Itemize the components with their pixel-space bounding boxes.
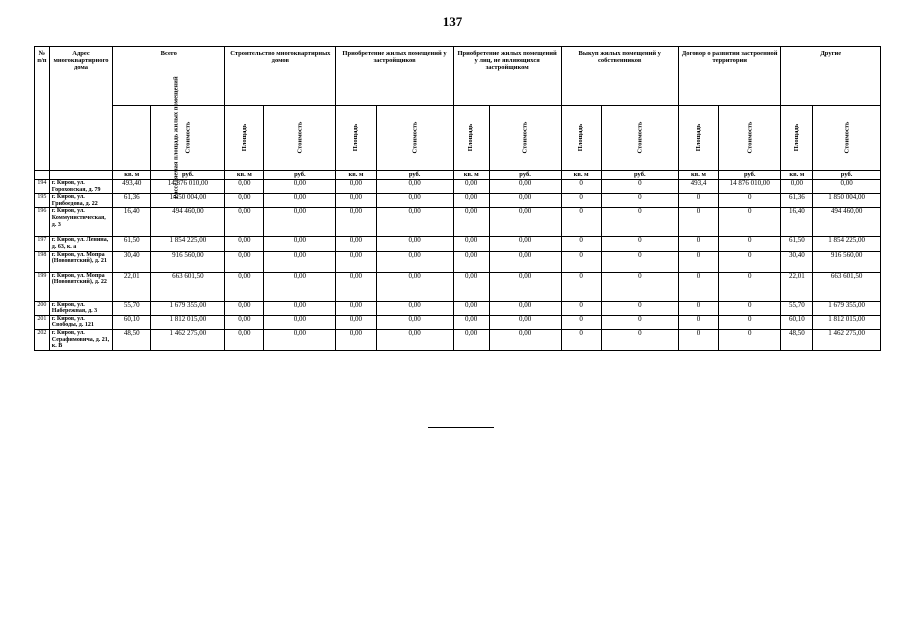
- row-value: 16,40: [781, 208, 813, 237]
- page-number: 137: [442, 14, 463, 29]
- row-value: 0,00: [264, 329, 336, 350]
- subheader-cell: Стоимость: [151, 106, 225, 171]
- header-group-construction: Строительство многоквартирных домов: [225, 47, 336, 106]
- row-value: 0: [678, 315, 718, 329]
- row-value: 663 601,50: [813, 272, 881, 301]
- row-value: 493,40: [113, 180, 151, 194]
- row-value: 0,00: [453, 208, 489, 237]
- row-value: 0,00: [376, 272, 453, 301]
- row-value: 0,00: [225, 272, 264, 301]
- row-value: 0: [678, 208, 718, 237]
- row-value: 0: [601, 208, 678, 237]
- row-value: 0: [719, 329, 781, 350]
- row-value: 1 854 225,00: [151, 237, 225, 251]
- row-value: 0,00: [376, 251, 453, 272]
- row-value: 0,00: [336, 329, 376, 350]
- row-value: 1 462 275,00: [813, 329, 881, 350]
- row-value: 0,00: [376, 208, 453, 237]
- header-group-total: Всего: [113, 47, 225, 106]
- unit-cell: руб.: [813, 171, 881, 180]
- row-value: 1 462 275,00: [151, 329, 225, 350]
- header-num: № п/п: [35, 47, 50, 171]
- row-number: 197: [35, 237, 50, 251]
- unit-cell: кв. м: [678, 171, 718, 180]
- subheader-cell: Стоимость: [376, 106, 453, 171]
- table-row: [35, 237, 881, 251]
- row-value: 0,00: [489, 272, 561, 301]
- row-value: 60,10: [781, 315, 813, 329]
- row-number: 200: [35, 301, 50, 315]
- row-value: 0,00: [489, 180, 561, 194]
- row-value: 0: [561, 301, 601, 315]
- row-value: 0: [719, 194, 781, 208]
- unit-cell: руб.: [601, 171, 678, 180]
- row-value: 0,00: [336, 180, 376, 194]
- row-value: 916 560,00: [151, 251, 225, 272]
- row-value: 0,00: [489, 315, 561, 329]
- row-value: 0,00: [376, 301, 453, 315]
- row-value: 0,00: [336, 208, 376, 237]
- subheader-cell: Площадь: [678, 106, 718, 171]
- unit-cell: кв. м: [225, 171, 264, 180]
- row-value: 0,00: [453, 194, 489, 208]
- row-value: 16,40: [113, 208, 151, 237]
- header-group-purchase-developers: Приобретение жилых помещений у застройщиков: [336, 47, 453, 106]
- row-value: 0,00: [453, 301, 489, 315]
- row-value: 0: [678, 272, 718, 301]
- row-value: 0,00: [264, 180, 336, 194]
- row-value: 0: [719, 251, 781, 272]
- row-number: 199: [35, 272, 50, 301]
- row-value: 0,00: [453, 180, 489, 194]
- row-value: 0: [601, 251, 678, 272]
- row-value: 0,00: [489, 301, 561, 315]
- row-value: 0,00: [336, 301, 376, 315]
- row-value: 0,00: [225, 251, 264, 272]
- row-address: г. Киров, ул. Мопра (Нововятский), д. 21: [49, 251, 112, 272]
- row-number: 195: [35, 194, 50, 208]
- row-value: 55,70: [781, 301, 813, 315]
- row-value: 0: [601, 315, 678, 329]
- subheader-cell: Стоимость: [264, 106, 336, 171]
- row-value: 0: [561, 237, 601, 251]
- table-row: [35, 272, 881, 301]
- row-value: 0,00: [225, 301, 264, 315]
- table-row: [35, 315, 881, 329]
- row-value: 0: [561, 194, 601, 208]
- row-value: 0,00: [489, 329, 561, 350]
- unit-cell: кв. м: [113, 171, 151, 180]
- header-address: Адрес многоквартирного дома: [49, 47, 112, 171]
- resettlement-table: [34, 46, 881, 351]
- row-value: 0: [601, 272, 678, 301]
- row-value: 0,00: [225, 315, 264, 329]
- header-group-development: Договор о развитии застроенной территории: [678, 47, 781, 106]
- row-value: 0,00: [376, 329, 453, 350]
- row-value: 0: [678, 301, 718, 315]
- closing-rule: [428, 427, 494, 428]
- unit-cell: руб.: [264, 171, 336, 180]
- row-value: 0,00: [336, 237, 376, 251]
- row-value: 60,10: [113, 315, 151, 329]
- row-value: 494 460,00: [151, 208, 225, 237]
- table-row: [35, 301, 881, 315]
- row-value: 0,00: [813, 180, 881, 194]
- row-value: 0: [561, 329, 601, 350]
- row-value: 0,00: [225, 237, 264, 251]
- row-value: 0,00: [336, 272, 376, 301]
- table-row: [35, 180, 881, 194]
- row-value: 0,00: [264, 315, 336, 329]
- row-value: 0: [601, 329, 678, 350]
- row-value: 0,00: [453, 251, 489, 272]
- header-group-other: Другие: [781, 47, 881, 106]
- unit-cell: руб.: [151, 171, 225, 180]
- row-value: 0,00: [225, 208, 264, 237]
- row-value: 0,00: [336, 251, 376, 272]
- unit-cell: руб.: [719, 171, 781, 180]
- row-value: 14 876 010,00: [151, 180, 225, 194]
- row-value: 0,00: [453, 237, 489, 251]
- row-value: 0: [678, 329, 718, 350]
- row-value: 0,00: [225, 180, 264, 194]
- row-value: 0,00: [336, 194, 376, 208]
- unit-cell: кв. м: [453, 171, 489, 180]
- row-value: 0: [719, 272, 781, 301]
- row-value: 0,00: [264, 208, 336, 237]
- row-value: 0,00: [489, 251, 561, 272]
- row-address: г. Киров, ул. Свободы, д. 121: [49, 315, 112, 329]
- row-value: 0: [719, 301, 781, 315]
- row-address: г. Киров, ул. Грибоедова, д. 22: [49, 194, 112, 208]
- row-value: 0: [601, 301, 678, 315]
- row-value: 55,70: [113, 301, 151, 315]
- row-value: 663 601,50: [151, 272, 225, 301]
- row-value: 0,00: [264, 272, 336, 301]
- row-value: 0,00: [264, 301, 336, 315]
- row-address: г. Киров, ул. Серафимовича, д. 21, к. В: [49, 329, 112, 350]
- row-value: 0,00: [489, 208, 561, 237]
- row-value: 1 854 225,00: [813, 237, 881, 251]
- row-value: 0: [601, 237, 678, 251]
- unit-cell: кв. м: [781, 171, 813, 180]
- row-value: 0,00: [376, 194, 453, 208]
- unit-cell: кв. м: [561, 171, 601, 180]
- table-row: [35, 251, 881, 272]
- header-group-buyout: Выкуп жилых помещений у собственников: [561, 47, 678, 106]
- row-value: 0,00: [376, 237, 453, 251]
- row-value: 22,01: [781, 272, 813, 301]
- row-address: г. Киров, ул. Ленина, д. 63, к. а: [49, 237, 112, 251]
- subheader-cell: Расселяемая площадь жилых помещений: [113, 106, 151, 171]
- row-value: 61,36: [781, 194, 813, 208]
- subheader-cell: Площадь: [781, 106, 813, 171]
- row-value: 0,00: [225, 329, 264, 350]
- table-row: [35, 208, 881, 237]
- row-number: 196: [35, 208, 50, 237]
- row-value: 0,00: [453, 272, 489, 301]
- row-address: г. Киров, ул. Гороховская, д. 79: [49, 180, 112, 194]
- row-value: 61,50: [781, 237, 813, 251]
- row-value: 916 560,00: [813, 251, 881, 272]
- unit-cell: кв. м: [336, 171, 376, 180]
- table-row: [35, 329, 881, 350]
- subheader-cell: Стоимость: [813, 106, 881, 171]
- table-row: [35, 194, 881, 208]
- row-value: 30,40: [781, 251, 813, 272]
- row-value: 0,00: [264, 194, 336, 208]
- row-value: 22,01: [113, 272, 151, 301]
- row-value: 1 850 004,00: [813, 194, 881, 208]
- row-value: 0: [719, 315, 781, 329]
- row-address: г. Киров, ул. Мопра (Нововятский), д. 22: [49, 272, 112, 301]
- row-value: 0,00: [489, 194, 561, 208]
- row-value: 1 812 015,00: [813, 315, 881, 329]
- row-number: 198: [35, 251, 50, 272]
- subheader-cell: Стоимость: [601, 106, 678, 171]
- subheader-cell: Площадь: [561, 106, 601, 171]
- row-value: 48,50: [113, 329, 151, 350]
- unit-cell: руб.: [376, 171, 453, 180]
- row-value: 0,00: [225, 194, 264, 208]
- row-value: 494 460,00: [813, 208, 881, 237]
- row-number: 201: [35, 315, 50, 329]
- row-value: 0: [561, 272, 601, 301]
- subheader-cell: Площадь: [336, 106, 376, 171]
- row-value: 0: [719, 237, 781, 251]
- row-value: 0: [601, 194, 678, 208]
- row-value: 1 679 355,00: [813, 301, 881, 315]
- row-value: 0: [561, 315, 601, 329]
- row-value: 0: [601, 180, 678, 194]
- row-value: 0,00: [264, 237, 336, 251]
- row-value: 0: [561, 251, 601, 272]
- row-value: 0,00: [489, 237, 561, 251]
- row-value: 48,50: [781, 329, 813, 350]
- subheader-cell: Площадь: [225, 106, 264, 171]
- row-value: 30,40: [113, 251, 151, 272]
- row-value: 1 679 355,00: [151, 301, 225, 315]
- row-value: 0: [719, 208, 781, 237]
- row-value: 1 812 015,00: [151, 315, 225, 329]
- row-value: 0,00: [336, 315, 376, 329]
- unit-cell: руб.: [489, 171, 561, 180]
- subheader-cell: Стоимость: [489, 106, 561, 171]
- row-value: 0,00: [781, 180, 813, 194]
- row-address: г. Киров, ул. Набережная, д. 3: [49, 301, 112, 315]
- row-value: 0,00: [453, 315, 489, 329]
- row-number: 202: [35, 329, 50, 350]
- row-value: 0: [678, 251, 718, 272]
- row-value: 0,00: [264, 251, 336, 272]
- row-address: г. Киров, ул. Коммунистическая, д. 3: [49, 208, 112, 237]
- row-value: 0,00: [376, 180, 453, 194]
- header-group-purchase-others: Приобретение жилых помещений у лиц, не являющихся застройщиком: [453, 47, 561, 106]
- row-value: 0: [678, 237, 718, 251]
- row-value: 61,50: [113, 237, 151, 251]
- row-value: 0: [561, 208, 601, 237]
- row-number: 194: [35, 180, 50, 194]
- subheader-cell: Площадь: [453, 106, 489, 171]
- row-value: 61,36: [113, 194, 151, 208]
- row-value: 0,00: [376, 315, 453, 329]
- subheader-cell: Стоимость: [719, 106, 781, 171]
- row-value: 14 876 010,00: [719, 180, 781, 194]
- row-value: 0: [678, 194, 718, 208]
- row-value: 0: [561, 180, 601, 194]
- row-value: 493,4: [678, 180, 718, 194]
- row-value: 0,00: [453, 329, 489, 350]
- row-value: 1 850 004,00: [151, 194, 225, 208]
